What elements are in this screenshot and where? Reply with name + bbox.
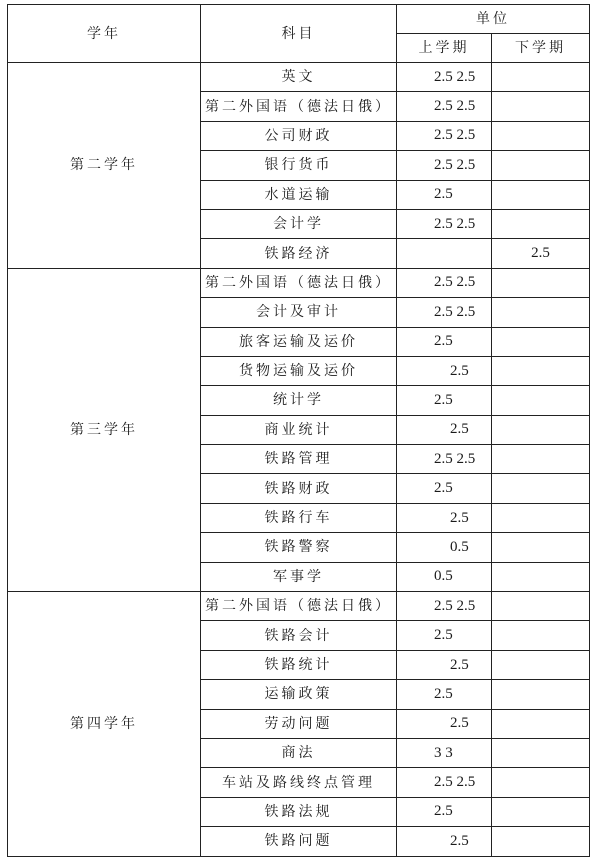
first-semester-cell: 2.5 [397, 327, 492, 356]
subject-cell: 车站及路线终点管理 [201, 768, 397, 797]
first-semester-cell: 2.5 2.5 [397, 209, 492, 238]
second-semester-cell [492, 827, 590, 856]
subject-cell: 会计及审计 [201, 298, 397, 327]
subject-cell: 劳动问题 [201, 709, 397, 738]
second-semester-cell [492, 709, 590, 738]
subject-cell: 第二外国语（德法日俄） [201, 92, 397, 121]
table-row [8, 63, 590, 92]
first-semester-cell: 2.5 [397, 415, 492, 444]
subject-cell: 铁路问题 [201, 827, 397, 856]
subject-cell: 铁路行车 [201, 503, 397, 532]
first-semester-cell: 0.5 [397, 533, 492, 562]
subject-cell: 第二外国语（德法日俄） [201, 592, 397, 621]
second-semester-cell [492, 650, 590, 679]
subject-cell: 商业统计 [201, 415, 397, 444]
first-semester-cell: 2.5 [397, 474, 492, 503]
first-semester-cell: 2.5 2.5 [397, 151, 492, 180]
header-second-semester: 下学期 [492, 34, 590, 63]
second-semester-cell [492, 180, 590, 209]
second-semester-cell [492, 209, 590, 238]
second-semester-cell [492, 474, 590, 503]
subject-cell: 第二外国语（德法日俄） [201, 268, 397, 297]
first-semester-cell: 3 3 [397, 738, 492, 767]
second-semester-cell [492, 356, 590, 385]
first-semester-cell: 2.5 2.5 [397, 445, 492, 474]
subject-cell: 银行货币 [201, 151, 397, 180]
second-semester-cell [492, 503, 590, 532]
second-semester-cell [492, 268, 590, 297]
first-semester-cell: 2.5 [397, 503, 492, 532]
first-semester-cell: 2.5 2.5 [397, 92, 492, 121]
second-semester-cell [492, 92, 590, 121]
subject-cell: 公司财政 [201, 121, 397, 150]
first-semester-cell: 2.5 2.5 [397, 63, 492, 92]
second-semester-cell [492, 63, 590, 92]
second-semester-cell [492, 151, 590, 180]
year-cell: 第四学年 [8, 592, 201, 857]
second-semester-cell [492, 386, 590, 415]
subject-cell: 铁路财政 [201, 474, 397, 503]
first-semester-cell: 2.5 [397, 797, 492, 826]
subject-cell: 旅客运输及运价 [201, 327, 397, 356]
first-semester-cell: 2.5 [397, 709, 492, 738]
subject-cell: 铁路法规 [201, 797, 397, 826]
subject-cell: 货物运输及运价 [201, 356, 397, 385]
second-semester-cell [492, 797, 590, 826]
subject-cell: 会计学 [201, 209, 397, 238]
subject-cell: 铁路警察 [201, 533, 397, 562]
subject-cell: 铁路统计 [201, 650, 397, 679]
second-semester-cell [492, 680, 590, 709]
first-semester-cell [397, 239, 492, 268]
subject-cell: 铁路经济 [201, 239, 397, 268]
first-semester-cell: 2.5 [397, 650, 492, 679]
second-semester-cell [492, 738, 590, 767]
second-semester-cell [492, 121, 590, 150]
subject-cell: 统计学 [201, 386, 397, 415]
second-semester-cell [492, 768, 590, 797]
table-row [8, 268, 590, 297]
second-semester-cell [492, 445, 590, 474]
subject-cell: 英文 [201, 63, 397, 92]
header-unit: 单位 [397, 5, 590, 34]
header-first-semester: 上学期 [397, 34, 492, 63]
subject-cell: 铁路管理 [201, 445, 397, 474]
subject-cell: 军事学 [201, 562, 397, 591]
first-semester-cell: 0.5 [397, 562, 492, 591]
second-semester-cell [492, 327, 590, 356]
second-semester-cell: 2.5 [492, 239, 590, 268]
year-cell: 第二学年 [8, 63, 201, 269]
table-body [8, 63, 590, 857]
first-semester-cell: 2.5 [397, 386, 492, 415]
first-semester-cell: 2.5 2.5 [397, 592, 492, 621]
first-semester-cell: 2.5 2.5 [397, 121, 492, 150]
first-semester-cell: 2.5 [397, 356, 492, 385]
second-semester-cell [492, 621, 590, 650]
first-semester-cell: 2.5 [397, 180, 492, 209]
second-semester-cell [492, 533, 590, 562]
subject-cell: 水道运输 [201, 180, 397, 209]
table-row [8, 592, 590, 621]
first-semester-cell: 2.5 [397, 680, 492, 709]
first-semester-cell: 2.5 2.5 [397, 298, 492, 327]
second-semester-cell [492, 415, 590, 444]
first-semester-cell: 2.5 [397, 621, 492, 650]
subject-cell: 商法 [201, 738, 397, 767]
second-semester-cell [492, 298, 590, 327]
header-year: 学年 [8, 5, 201, 63]
curriculum-table [7, 4, 590, 857]
subject-cell: 铁路会计 [201, 621, 397, 650]
year-cell: 第三学年 [8, 268, 201, 591]
header-subject: 科目 [201, 5, 397, 63]
first-semester-cell: 2.5 2.5 [397, 268, 492, 297]
subject-cell: 运输政策 [201, 680, 397, 709]
first-semester-cell: 2.5 2.5 [397, 768, 492, 797]
second-semester-cell [492, 592, 590, 621]
second-semester-cell [492, 562, 590, 591]
first-semester-cell: 2.5 [397, 827, 492, 856]
